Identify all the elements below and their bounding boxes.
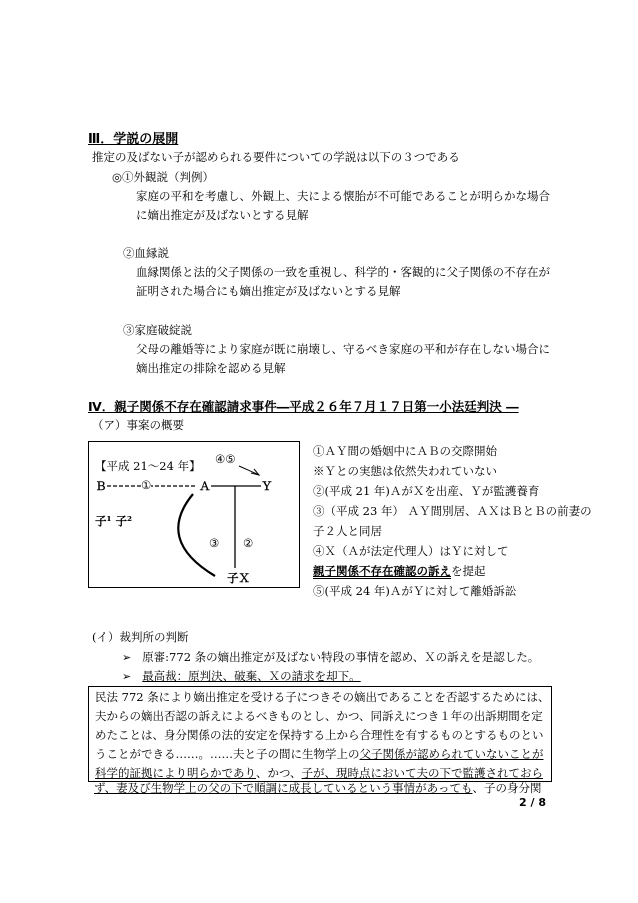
fact-7-rest: を提起: [451, 564, 486, 578]
section3-intro: 推定の及ばない子が認められる要件についての学説は以下の３つである: [92, 150, 460, 164]
bullet-original: [122, 650, 539, 665]
theory3-title: ③家庭破綻説: [123, 323, 192, 337]
a-x-curve: [178, 494, 215, 576]
section4-sub-i: (イ）裁判所の判断: [92, 630, 189, 644]
section4-sub-a: （ア）事案の概要: [92, 418, 184, 432]
quote-line-5-u2: 子が、現時点において夫の下で監護されておら: [301, 766, 544, 780]
quote-line-6-u: ず、妻及び生物学上の父の下で順調に成長しているという事情があっても: [94, 781, 473, 795]
fact-3: ②(平成 21 年)ＡがＸを出産、Ｙが監護養育: [313, 484, 540, 498]
fact-4: ③（平成 23 年） ＡＹ間別居、ＡＸはＢとＢの前妻の: [313, 504, 592, 518]
fact-6: ④Ｘ（Ａが法定代理人）はＹに対して: [313, 544, 509, 558]
diagram-mark45: ④⑤: [215, 452, 236, 466]
theory1-title: ◎①外観説（判例）: [112, 170, 215, 184]
quote-line-2: 夫からの嫡出否認の訴えによるべきものとし、かつ、同訴えにつき１年の出訴期間を定: [95, 709, 543, 723]
quote-line-6: [94, 781, 541, 795]
diagram-circle1: ①: [141, 478, 152, 492]
quote-line-3: めたことは、身分関係の法的安定を保持する上から合理性を有するものとするものとい: [95, 728, 544, 742]
fact-7-claim: 親子関係不存在確認の訴え: [313, 564, 451, 578]
theory2-title: ②血縁説: [123, 246, 169, 260]
quote-line-5-m: 、かつ、: [256, 766, 302, 780]
diagram-period: 【平成 21～24 年】: [95, 459, 201, 473]
arrow-bullet-icon: ➢: [122, 651, 132, 664]
quote-line-1: 民法 772 条により嫡出推定を受ける子につきその嫡出であることを否認するためには、: [95, 690, 550, 704]
fact-7: [313, 564, 486, 578]
arrow-bullet-icon: ➢: [122, 670, 132, 683]
diagram-children: 子¹ 子²: [95, 514, 133, 528]
section4-heading: Ⅳ．親子関係不存在確認請求事件―平成２６年７月１７日第一小法廷判決 ―: [88, 399, 519, 414]
fact-2: ※Ｙとの実態は依然失われていない: [313, 464, 497, 478]
judgment-quote-box: [88, 686, 552, 782]
diagram-b: Ｂ: [95, 479, 107, 493]
quote-line-6-r: 、子の身分関: [472, 781, 542, 795]
theory2-line2: 証明された場合にも嫡出推定が及ばないとする見解: [136, 284, 401, 298]
fact-5: 子２人と同居: [313, 524, 382, 538]
theory1-line1: 家庭の平和を考慮し、外観上、夫による懐胎が不可能であることが明らかな場合: [136, 189, 550, 203]
theory2-line1: 血縁関係と法的父子関係の一致を重視し、科学的・客観的に父子関係の不存在が: [136, 265, 550, 279]
quote-line-5-u1: 科学的証拠により明らかであり: [95, 766, 256, 780]
bullet-original-text: 原審:772 条の嫡出推定が及ばない特段の事情を認め、Ｘの訴えを是認した。: [142, 650, 540, 664]
bullet-supreme: [122, 669, 361, 684]
quote-line-4-u: 父子関係が認められていないことが: [359, 747, 544, 761]
section3-heading: Ⅲ．学説の展開: [88, 132, 179, 147]
quote-line-4: [95, 745, 545, 764]
theory3-line2: 嫡出推定の排除を認める見解: [136, 361, 286, 375]
diagram-y: Ｙ: [261, 479, 273, 493]
case-diagram: [88, 441, 300, 588]
diagram-circle2: ②: [243, 536, 254, 550]
diagram-a: Ａ: [199, 479, 211, 493]
theory3-line1: 父母の離婚等により家庭が既に崩壊し、守るべき家庭の平和が存在しない場合に: [136, 342, 550, 356]
bullet-supreme-text: 最高裁：原判決、破棄、Ｘの請求を却下。: [142, 669, 361, 683]
quote-line-4-a: うことができる……。……夫と子の間に生物学上の: [95, 747, 360, 761]
fact-8: ⑤(平成 24 年)ＡがＹに対して離婚訴訟: [313, 584, 517, 598]
diagram-circle3: ③: [209, 536, 220, 550]
theory1-line2: に嫡出推定が及ばないとする見解: [136, 208, 309, 222]
fact-1: ①ＡＹ間の婚姻中にＡＢの交際開始: [313, 444, 497, 458]
diagram-child-x: 子Ｘ: [227, 571, 250, 585]
page-number: 2 / 8: [519, 796, 546, 809]
